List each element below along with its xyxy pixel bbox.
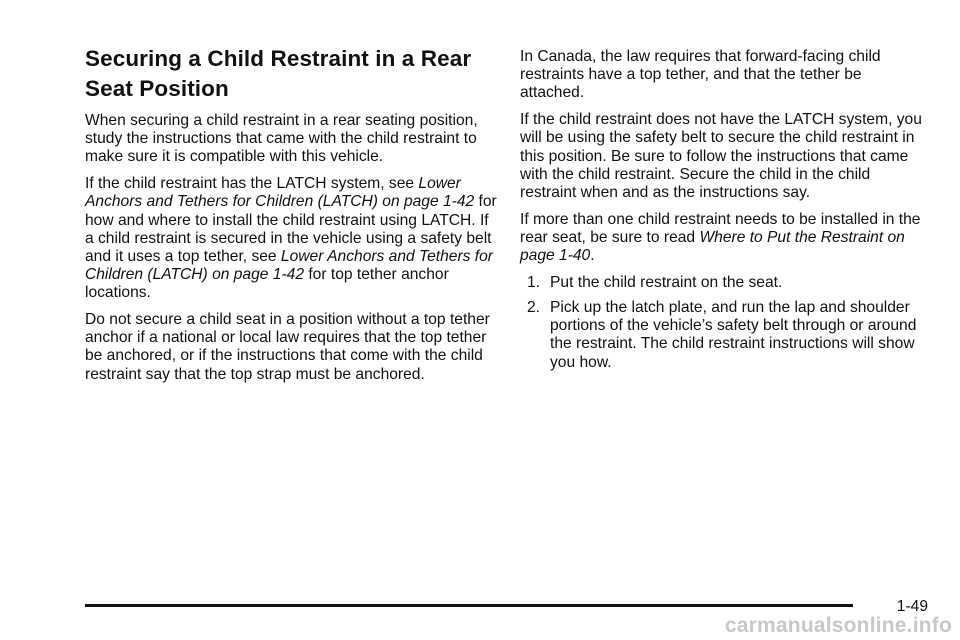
watermark: carmanualsonline.info: [724, 614, 952, 637]
multiple-restraints-text: If more than one child restraint needs to be installed in the rear seat, be sure to read: [520, 210, 921, 246]
list-item: [520, 274, 930, 292]
multiple-restraints-paragraph: [520, 211, 930, 266]
latch-paragraph-text: for how and where to install the child restraint using LATCH. If a child restraint is secured in the vehicle using a safety belt and it uses a top tether, see: [85, 193, 497, 265]
latch-cross-reference[interactable]: Lower Anchors and Tethers for Children (LATCH) on page 1-42: [85, 247, 493, 284]
where-to-put-cross-reference[interactable]: Where to Put the Restraint on page 1-40: [520, 228, 905, 265]
page-number: 1-49: [896, 598, 928, 615]
intro-paragraph: When securing a child restraint in a rear seating position, study the instructions that came with the child restraint to make sure it is compatible with this vehicle.: [85, 112, 478, 166]
step-text: Pick up the latch plate, and run the lap and shoulder portions of the vehicle’s safety belt through or around the restraint. The child restraint instructions will show you how.: [550, 298, 917, 371]
canada-law-paragraph: In Canada, the law requires that forward-facing child restraints have a top tether, and that the tether be attached.: [520, 48, 881, 102]
latch-paragraph: [85, 175, 500, 302]
no-latch-paragraph: If the child restraint does not have the LATCH system, you will be using the safety belt to secure the child restraint in this position. Be sure to follow the instructions that came with the child restraint. Secure the child in the child restraint when and as the instructions say.: [520, 111, 922, 201]
installation-steps: [520, 274, 930, 372]
list-item: [520, 299, 930, 372]
top-tether-paragraph: Do not secure a child seat in a position without a top tether anchor if a national or local law requires that the top tether be anchored, or if the instructions that come with the child restraint say that the top strap must be anchored.: [85, 311, 490, 383]
right-column: [520, 48, 930, 379]
latch-cross-reference[interactable]: Lower Anchors and Tethers for Children (LATCH) on page 1-42: [85, 175, 475, 211]
step-text: Put the child restraint on the seat.: [550, 273, 783, 291]
footer-rule: [85, 604, 853, 607]
latch-paragraph-text: If the child restraint has the LATCH system, see: [85, 175, 419, 193]
multiple-restraints-text: .: [590, 247, 595, 265]
left-column: [85, 0, 500, 392]
step-number: 2.: [527, 298, 541, 316]
latch-paragraph-text: for top tether anchor locations.: [85, 266, 449, 302]
section-title: Securing a Child Restraint in a Rear Seat Position: [85, 46, 472, 101]
step-number: 1.: [527, 273, 541, 291]
